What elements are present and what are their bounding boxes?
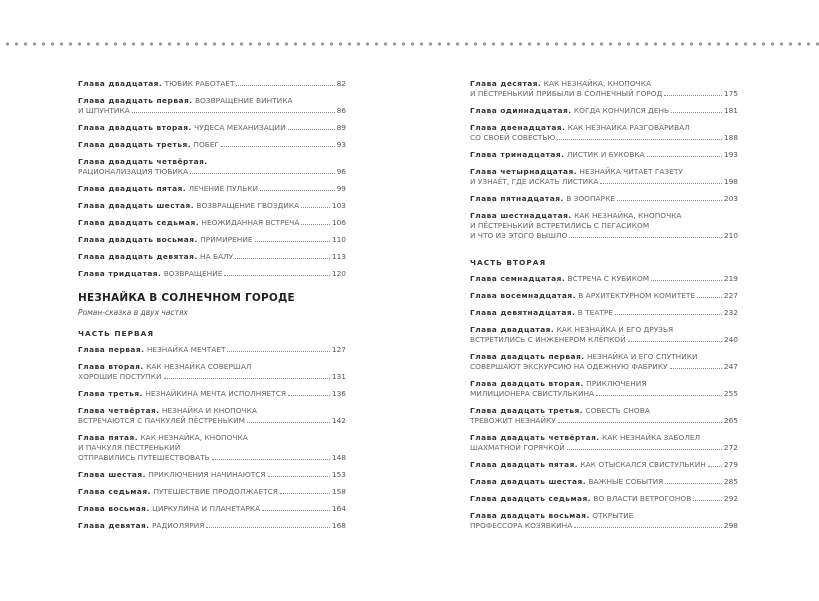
toc-entry-line <box>470 291 738 301</box>
page-number: 247 <box>723 362 738 371</box>
chapter-title: И ШПУНТИКА <box>78 106 130 115</box>
chapter-title: ВОЗВРАЩЕНИЕ ГВОЗДИКА <box>196 201 300 210</box>
chapter-label: Глава третья. <box>78 389 143 398</box>
toc-entry-line <box>78 487 346 497</box>
toc-entry[interactable] <box>470 379 738 399</box>
dot-leader <box>224 269 329 276</box>
chapter-label: Глава двадцать седьмая. <box>78 218 200 227</box>
book-subtitle: Роман-сказка в двух частях <box>78 308 188 317</box>
toc-entry-line <box>470 416 738 426</box>
page-number: 113 <box>331 252 346 261</box>
dot-leader <box>262 504 330 511</box>
page-number: 210 <box>723 231 738 240</box>
chapter-title: КАК НЕЗНАЙКА, КНОПОЧКА <box>140 433 248 442</box>
chapter-label: Глава тридцатая. <box>78 269 162 278</box>
dot-leader <box>557 133 722 140</box>
chapter-label: Глава семнадцатая. <box>470 274 566 283</box>
toc-entry-line <box>78 269 346 279</box>
toc-entry-line <box>78 345 346 355</box>
toc-entry-line <box>470 274 738 284</box>
chapter-label: Глава двенадцатая. <box>470 123 566 132</box>
chapter-title: НЕЗНАЙКА ЧИТАЕТ ГАЗЕТУ <box>579 167 683 176</box>
page-number: 175 <box>723 89 738 98</box>
dot-leader <box>164 372 330 379</box>
page-number: 219 <box>723 274 738 283</box>
page-number: 255 <box>723 389 738 398</box>
dot-leader <box>697 291 722 298</box>
dot-leader <box>212 453 330 460</box>
page-number: 103 <box>331 201 346 210</box>
chapter-title: ХОРОШИЕ ПОСТУПКИ <box>78 372 162 381</box>
toc-entry-line <box>470 460 738 470</box>
chapter-label: Глава пятая. <box>78 433 139 442</box>
toc-entry[interactable] <box>78 235 346 245</box>
toc-entry[interactable] <box>78 201 346 211</box>
chapter-title: КАК НЕЗНАЙКА И ЕГО ДРУЗЬЯ <box>556 325 674 334</box>
chapter-title: КАК НЕЗНАЙКА ЗАБОЛЕЛ <box>601 433 701 442</box>
dot-leader <box>301 201 330 208</box>
chapter-title: СОВЕСТЬ СНОВА <box>585 406 650 415</box>
chapter-title: ЦИРКУЛИНА И ПЛАНЕТАРКА <box>152 504 261 513</box>
page-number: 158 <box>331 487 346 496</box>
chapter-title: ОТПРАВИЛИСЬ ПУТЕШЕСТВОВАТЬ <box>78 453 210 462</box>
page-number: 106 <box>331 218 346 227</box>
part-two-heading: ЧАСТЬ ВТОРАЯ <box>470 258 547 267</box>
toc-entry-line <box>78 184 346 194</box>
dot-leader <box>132 106 335 113</box>
dot-leader <box>567 443 722 450</box>
toc-entry[interactable] <box>470 211 738 241</box>
chapter-title: В ЗООПАРКЕ <box>566 194 615 203</box>
page-number: 148 <box>331 453 346 462</box>
chapter-title: ПРОФЕССОРА КОЗЯВКИНА <box>470 521 573 530</box>
chapter-title: ВО ВЛАСТИ ВЕТРОГОНОВ <box>593 494 692 503</box>
toc-entry-line <box>470 325 738 335</box>
dot-leader <box>665 477 722 484</box>
chapter-label: Глава двадцать вторая. <box>78 123 192 132</box>
toc-entry-line <box>78 362 346 372</box>
dotted-border-decoration <box>0 41 819 47</box>
toc-entry[interactable] <box>78 487 346 497</box>
toc-entry[interactable] <box>470 167 738 187</box>
toc-entry[interactable] <box>78 157 346 177</box>
page-number: 99 <box>336 184 346 193</box>
chapter-label: Глава двадцать девятая. <box>78 252 198 261</box>
page-number: 265 <box>723 416 738 425</box>
page-number: 127 <box>331 345 346 354</box>
chapter-title: ВОЗВРАЩЕНИЕ ВИНТИКА <box>194 96 293 105</box>
part-one-heading: ЧАСТЬ ПЕРВАЯ <box>78 329 155 338</box>
toc-entry-line <box>470 511 738 521</box>
toc-entry-line <box>470 477 738 487</box>
chapter-title: ВСТРЕТИЛИСЬ С ИНЖЕНЕРОМ КЛЁПКОЙ <box>470 335 626 344</box>
toc-entry-line <box>470 167 738 177</box>
page-number: 279 <box>723 460 738 469</box>
toc-entry-line <box>78 235 346 245</box>
toc-entry-line <box>470 389 738 399</box>
toc-entry-line <box>470 123 738 133</box>
dot-leader <box>247 416 330 423</box>
toc-entry-line <box>78 123 346 133</box>
chapter-title: МИЛИЦИОНЕРА СВИСТУЛЬКИНА <box>470 389 595 398</box>
toc-entry-line <box>78 96 346 106</box>
chapter-label: Глава двадцать восьмая. <box>470 511 590 520</box>
chapter-label: Глава девятая. <box>78 521 150 530</box>
toc-entry[interactable] <box>470 406 738 426</box>
dot-leader <box>574 521 722 528</box>
dot-leader <box>647 150 722 157</box>
chapter-title: ЛИСТИК И БУКОВКА <box>566 150 645 159</box>
chapter-title: ЧУДЕСА МЕХАНИЗАЦИИ <box>194 123 286 132</box>
toc-entry-line <box>470 521 738 531</box>
chapter-title: КАК НЕЗНАЙКА, КНОПОЧКА <box>574 211 682 220</box>
chapter-label: Глава двадцать четвёртая. <box>78 157 208 166</box>
page-number: 188 <box>723 133 738 142</box>
page-number: 96 <box>336 167 346 176</box>
chapter-title: ШАХМАТНОЙ ГОРЯЧКОЙ <box>470 443 565 452</box>
chapter-title: И УЗНАЁТ, ГДЕ ИСКАТЬ ЛИСТИКА <box>470 177 599 186</box>
toc-entry[interactable] <box>470 106 738 116</box>
toc-entry-line <box>78 504 346 514</box>
dot-leader <box>255 235 330 242</box>
toc-entry-line <box>470 133 738 143</box>
chapter-title: ВАЖНЫЕ СОБЫТИЯ <box>588 477 664 486</box>
chapter-label: Глава четырнадцатая. <box>470 167 578 176</box>
toc-entry[interactable] <box>78 252 346 262</box>
toc-entry[interactable] <box>470 150 738 160</box>
dot-leader <box>260 184 335 191</box>
chapter-label: Глава двадцать пятая. <box>78 184 187 193</box>
chapter-label: Глава четвёртая. <box>78 406 160 415</box>
chapter-title: И ПЁСТРЕНЬКИЙ ПРИБЫЛИ В СОЛНЕЧНЫЙ ГОРОД <box>470 89 663 98</box>
dot-leader <box>221 140 335 147</box>
chapter-title: РАЦИОНАЛИЗАЦИЯ ТЮБИКА <box>78 167 189 176</box>
chapter-title: ПРИКЛЮЧЕНИЯ <box>586 379 647 388</box>
chapter-title: В ТЕАТРЕ <box>577 308 614 317</box>
toc-list <box>78 345 346 531</box>
chapter-title: СО СВОЕЙ СОВЕСТЬЮ <box>470 133 556 142</box>
page-number: 142 <box>331 416 346 425</box>
toc-entry[interactable] <box>78 470 346 480</box>
toc-entry[interactable] <box>470 433 738 453</box>
page-number: 82 <box>336 79 346 88</box>
toc-entry[interactable] <box>78 123 346 133</box>
chapter-title: НЕЗНАЙКИНА МЕЧТА ИСПОЛНЯЕТСЯ <box>145 389 286 398</box>
toc-entry-line <box>78 201 346 211</box>
toc-entry-line <box>78 252 346 262</box>
toc-list <box>470 274 738 531</box>
dot-leader <box>288 389 330 396</box>
chapter-label: Глава двадцать шестая. <box>470 477 587 486</box>
chapter-title: ТЮБИК РАБОТАЕТ <box>164 79 235 88</box>
dot-leader <box>227 345 329 352</box>
toc-right-column <box>470 79 738 538</box>
dot-leader <box>558 416 722 423</box>
page-number: 136 <box>331 389 346 398</box>
toc-entry[interactable] <box>78 140 346 150</box>
chapter-label: Глава десятая. <box>470 79 542 88</box>
toc-entry-line <box>470 362 738 372</box>
chapter-title: ВОЗВРАЩЕНИЕ <box>163 269 223 278</box>
toc-entry[interactable] <box>470 325 738 345</box>
dot-leader <box>708 460 722 467</box>
chapter-label: Глава двадцать седьмая. <box>470 494 592 503</box>
page-number: 131 <box>331 372 346 381</box>
toc-entry[interactable] <box>78 79 346 89</box>
toc-entry[interactable] <box>470 194 738 204</box>
toc-entry[interactable] <box>78 504 346 514</box>
dot-leader <box>664 89 722 96</box>
chapter-label: Глава двадцатая. <box>78 79 163 88</box>
toc-entry[interactable] <box>78 406 346 426</box>
toc-entry[interactable] <box>470 352 738 372</box>
chapter-label: Глава двадцать третья. <box>470 406 584 415</box>
chapter-title: КАК НЕЗНАЙКА, КНОПОЧКА <box>543 79 652 88</box>
page-number: 193 <box>723 150 738 159</box>
dot-leader <box>206 521 330 528</box>
chapter-title: ПУТЕШЕСТВИЕ ПРОДОЛЖАЕТСЯ <box>153 487 278 496</box>
toc-entry-line <box>78 416 346 426</box>
dot-leader <box>235 252 330 259</box>
chapter-title: НА БАЛУ <box>200 252 234 261</box>
chapter-title: НЕЗНАЙКА И ЕГО СПУТНИКИ <box>586 352 698 361</box>
chapter-title: ОТКРЫТИЕ <box>592 511 634 520</box>
chapter-title: ВСТРЕЧА С КУБИКОМ <box>567 274 650 283</box>
dot-leader <box>651 274 722 281</box>
toc-entry-line <box>78 140 346 150</box>
toc-entry[interactable] <box>470 308 738 318</box>
toc-entry[interactable] <box>470 291 738 301</box>
toc-entry-line <box>78 167 346 177</box>
chapter-label: Глава восемнадцатая. <box>470 291 576 300</box>
chapter-label: Глава двадцать вторая. <box>470 379 584 388</box>
toc-entry-line <box>470 150 738 160</box>
toc-entry[interactable] <box>78 218 346 228</box>
dot-leader <box>670 362 722 369</box>
dot-leader <box>236 79 334 86</box>
chapter-title: ПРИКЛЮЧЕНИЯ НАЧИНАЮТСЯ <box>148 470 266 479</box>
chapter-title: ВСТРЕЧАЮТСЯ С ПАЧКУЛЕЙ ПЁСТРЕНЬКИМ <box>78 416 245 425</box>
toc-entry-line <box>470 79 738 89</box>
toc-entry-line <box>78 79 346 89</box>
chapter-title: СОВЕРШАЮТ ЭКСКУРСИЮ НА ОДЕЖНУЮ ФАБРИКУ <box>470 362 668 371</box>
toc-list <box>470 79 738 241</box>
chapter-title: КОГДА КОНЧИЛСЯ ДЕНЬ <box>573 106 670 115</box>
chapter-label: Глава шестнадцатая. <box>470 211 572 220</box>
chapter-label: Глава девятнадцатая. <box>470 308 576 317</box>
dot-leader <box>615 308 722 315</box>
chapter-title: И ПЁСТРЕНЬКИЙ ВСТРЕТИЛИСЬ С ПЕГАСИКОМ <box>470 221 650 230</box>
book-title: НЕЗНАЙКА В СОЛНЕЧНОМ ГОРОДЕ <box>78 292 295 304</box>
toc-entry-line <box>78 218 346 228</box>
chapter-label: Глава восьмая. <box>78 504 150 513</box>
toc-entry-line <box>470 335 738 345</box>
toc-entry[interactable] <box>78 345 346 355</box>
page-number: 93 <box>336 140 346 149</box>
chapter-title: КАК НЕЗНАЙКА СОВЕРШАЛ <box>146 362 252 371</box>
chapter-title: НЕЗНАЙКА И КНОПОЧКА <box>161 406 257 415</box>
page-number: 164 <box>331 504 346 513</box>
chapter-label: Глава двадцатая. <box>470 325 555 334</box>
chapter-label: Глава двадцать первая. <box>78 96 193 105</box>
chapter-title: НЕЗНАЙКА МЕЧТАЕТ <box>146 345 226 354</box>
toc-entry-line <box>470 379 738 389</box>
dot-leader <box>628 335 722 342</box>
toc-entry[interactable] <box>470 123 738 143</box>
chapter-label: Глава одиннадцатая. <box>470 106 572 115</box>
toc-entry-line <box>470 443 738 453</box>
chapter-label: Глава седьмая. <box>78 487 151 496</box>
dot-leader <box>280 487 330 494</box>
chapter-title: В АРХИТЕКТУРНОМ КОМИТЕТЕ <box>578 291 696 300</box>
dot-leader <box>693 494 722 501</box>
toc-entry[interactable] <box>470 477 738 487</box>
chapter-label: Глава двадцать четвёртая. <box>470 433 600 442</box>
page-number: 89 <box>336 123 346 132</box>
page-number: 203 <box>723 194 738 203</box>
toc-entry[interactable] <box>470 460 738 470</box>
page-number: 240 <box>723 335 738 344</box>
chapter-title: ПРИМИРЕНИЕ <box>200 235 253 244</box>
page-number: 181 <box>723 106 738 115</box>
toc-entry[interactable] <box>470 274 738 284</box>
chapter-label: Глава первая. <box>78 345 145 354</box>
toc-entry[interactable] <box>78 96 346 116</box>
toc-entry-line <box>470 406 738 416</box>
chapter-label: Глава двадцать третья. <box>78 140 192 149</box>
toc-entry-line <box>470 308 738 318</box>
dot-leader <box>288 123 335 130</box>
chapter-title: РАДИОЛЯРИЯ <box>151 521 205 530</box>
toc-entry[interactable] <box>78 433 346 463</box>
toc-entry-line <box>78 372 346 382</box>
page-number: 86 <box>336 106 346 115</box>
page-number: 120 <box>331 269 346 278</box>
toc-entry-line <box>470 89 738 99</box>
toc-entry-line <box>78 406 346 416</box>
page-number: 198 <box>723 177 738 186</box>
toc-entry[interactable] <box>470 79 738 99</box>
toc-left-column <box>78 79 346 538</box>
toc-entry[interactable] <box>470 494 738 504</box>
toc-entry-line <box>78 433 346 443</box>
toc-entry[interactable] <box>78 389 346 399</box>
dot-leader <box>190 167 334 174</box>
toc-entry[interactable] <box>78 269 346 279</box>
toc-entry-line <box>470 194 738 204</box>
dot-leader <box>617 194 722 201</box>
toc-entry-line <box>78 521 346 531</box>
toc-entry[interactable] <box>78 521 346 531</box>
dot-leader <box>268 470 330 477</box>
chapter-label: Глава шестая. <box>78 470 146 479</box>
toc-entry-line <box>78 106 346 116</box>
toc-entry[interactable] <box>78 184 346 194</box>
chapter-label: Глава двадцать шестая. <box>78 201 195 210</box>
page-number: 272 <box>723 443 738 452</box>
dot-leader <box>569 231 722 238</box>
page-number: 285 <box>723 477 738 486</box>
chapter-title: КАК НЕЗНАЙКА РАЗГОВАРИВАЛ <box>567 123 690 132</box>
page-number: 110 <box>331 235 346 244</box>
chapter-label: Глава двадцать пятая. <box>470 460 579 469</box>
toc-entry-line <box>78 470 346 480</box>
page-number: 298 <box>723 521 738 530</box>
toc-entry-line <box>78 443 346 453</box>
page-number: 168 <box>331 521 346 530</box>
chapter-title: КАК ОТЫСКАЛСЯ СВИСТУЛЬКИН <box>580 460 706 469</box>
page-number: 153 <box>331 470 346 479</box>
page-number: 292 <box>723 494 738 503</box>
dot-leader <box>596 389 722 396</box>
toc-entry-line <box>78 389 346 399</box>
chapter-label: Глава тринадцатая. <box>470 150 565 159</box>
toc-entry-line <box>470 231 738 241</box>
toc-entry[interactable] <box>470 511 738 531</box>
toc-entry-line <box>470 433 738 443</box>
dot-leader <box>671 106 722 113</box>
chapter-label: Глава пятнадцатая. <box>470 194 564 203</box>
toc-entry-line <box>78 157 346 167</box>
page-number: 232 <box>723 308 738 317</box>
toc-entry[interactable] <box>78 362 346 382</box>
toc-entry-line <box>470 221 738 231</box>
toc-list <box>78 79 346 279</box>
toc-entry-line <box>470 494 738 504</box>
chapter-title: НЕОЖИДАННАЯ ВСТРЕЧА <box>201 218 300 227</box>
chapter-title: ЛЕЧЕНИЕ ПУЛЬКИ <box>188 184 259 193</box>
chapter-label: Глава вторая. <box>78 362 144 371</box>
chapter-title: ПОБЕГ <box>193 140 220 149</box>
toc-entry-line <box>470 352 738 362</box>
dot-leader <box>301 218 329 225</box>
chapter-label: Глава двадцать первая. <box>470 352 585 361</box>
toc-entry-line <box>78 453 346 463</box>
page-number: 227 <box>723 291 738 300</box>
chapter-title: И ПАЧКУЛЯ ПЁСТРЕНЬКИЙ <box>78 443 181 452</box>
toc-entry-line <box>470 106 738 116</box>
chapter-title: И ЧТО ИЗ ЭТОГО ВЫШЛО <box>470 231 568 240</box>
chapter-label: Глава двадцать восьмая. <box>78 235 198 244</box>
dot-leader <box>600 177 721 184</box>
toc-entry-line <box>470 211 738 221</box>
toc-entry-line <box>470 177 738 187</box>
chapter-title: ТРЕВОЖИТ НЕЗНАЙКУ <box>470 416 556 425</box>
